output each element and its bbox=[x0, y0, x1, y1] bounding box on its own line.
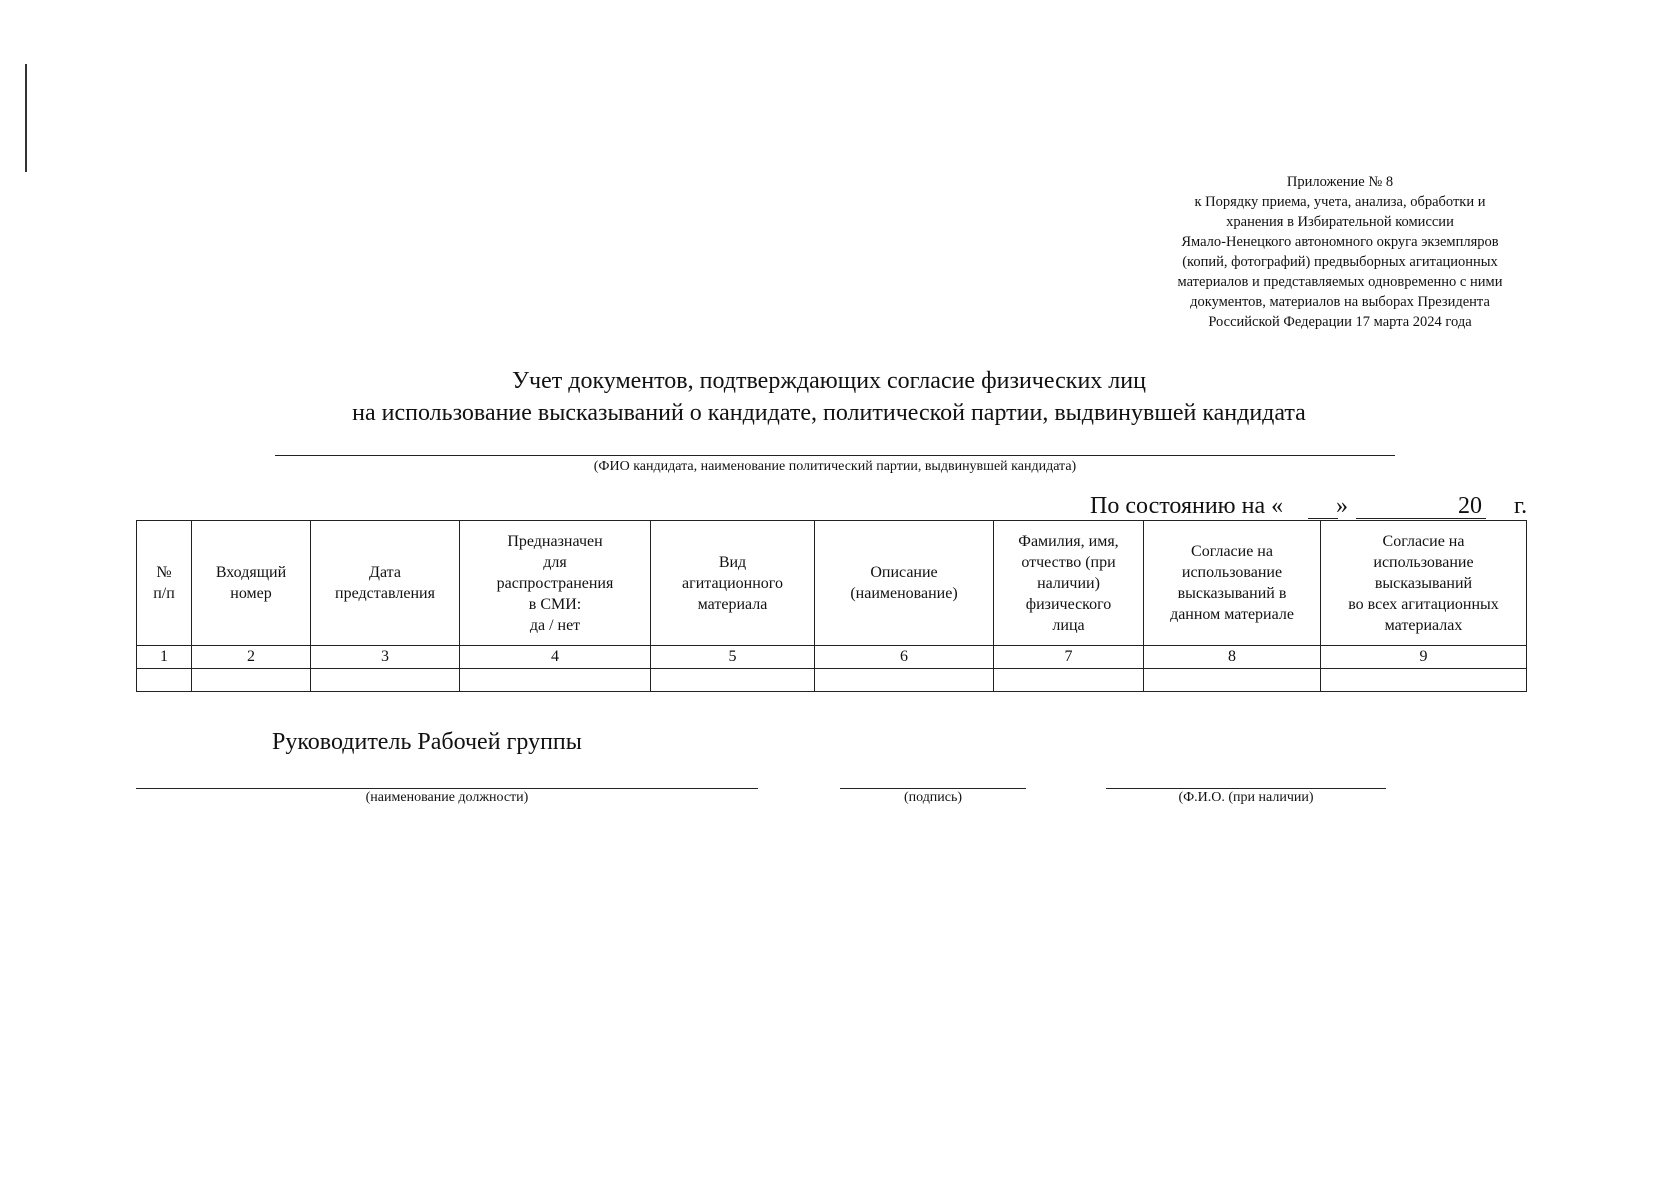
column-number: 1 bbox=[137, 646, 192, 669]
document-title-line-2: на использование высказываний о кандидате, политической партии, выдвинувшей кандидата bbox=[352, 400, 1306, 426]
table-cell bbox=[192, 669, 311, 692]
column-number: 3 bbox=[311, 646, 460, 669]
name-fill-line bbox=[1106, 788, 1386, 789]
header-consent-all-materials: Согласие на использование высказываний во всех агитационных материалах bbox=[1321, 521, 1527, 646]
appendix-line: документов, материалов на выборах Президента bbox=[1190, 294, 1490, 310]
table-cell bbox=[1321, 669, 1527, 692]
table-header-row bbox=[137, 521, 1527, 646]
table-cell bbox=[137, 669, 192, 692]
position-fill-line bbox=[136, 788, 758, 789]
appendix-line: материалов и представляемых одновременно с ними bbox=[1177, 274, 1503, 290]
header-description: Описание (наименование) bbox=[815, 521, 994, 646]
table-cell bbox=[311, 669, 460, 692]
year-prefix: 20 bbox=[1458, 493, 1482, 519]
appendix-line: Ямало-Ненецкого автономного округа экземпляров bbox=[1181, 234, 1499, 250]
table-cell bbox=[651, 669, 815, 692]
header-media-distribution: Предназначен для распространения в СМИ: да / нет bbox=[460, 521, 651, 646]
column-number: 5 bbox=[651, 646, 815, 669]
header-number: № п/п bbox=[137, 521, 192, 646]
appendix-note bbox=[1120, 172, 1560, 332]
signature-caption: (подпись) bbox=[903, 790, 963, 805]
header-consent-this-material: Согласие на использование высказываний в данном материале bbox=[1144, 521, 1321, 646]
column-number: 4 bbox=[460, 646, 651, 669]
column-number: 9 bbox=[1321, 646, 1527, 669]
candidate-caption: (ФИО кандидата, наименование политический партии, выдвинувшей кандидата) bbox=[593, 459, 1077, 474]
appendix-line: к Порядку приема, учета, анализа, обработки и bbox=[1194, 194, 1486, 210]
column-number: 6 bbox=[815, 646, 994, 669]
as-of-date bbox=[1090, 490, 1550, 522]
date-prefix: По состоянию на « bbox=[1090, 493, 1284, 519]
name-caption: (Ф.И.О. (при наличии) bbox=[1178, 790, 1314, 805]
appendix-line: Приложение № 8 bbox=[1286, 174, 1394, 190]
day-fill-line bbox=[1308, 518, 1338, 519]
table-cell bbox=[994, 669, 1144, 692]
documents-table bbox=[136, 520, 1527, 692]
position-caption: (наименование должности) bbox=[365, 790, 529, 805]
document-title-line-1: Учет документов, подтверждающих согласие физических лиц bbox=[512, 368, 1146, 394]
header-material-type: Вид агитационного материала bbox=[651, 521, 815, 646]
signer-title: Руководитель Рабочей группы bbox=[272, 729, 582, 755]
column-number: 8 bbox=[1144, 646, 1321, 669]
table-cell bbox=[1144, 669, 1321, 692]
appendix-line: Российской Федерации 17 марта 2024 года bbox=[1208, 314, 1472, 330]
header-incoming-number: Входящий номер bbox=[192, 521, 311, 646]
table-cell bbox=[815, 669, 994, 692]
signature-fill-line bbox=[840, 788, 1026, 789]
column-number: 7 bbox=[994, 646, 1144, 669]
header-person-name: Фамилия, имя, отчество (при наличии) физического лица bbox=[994, 521, 1144, 646]
table-cell bbox=[460, 669, 651, 692]
appendix-line: хранения в Избирательной комиссии bbox=[1226, 214, 1454, 230]
appendix-line: (копий, фотографий) предвыборных агитационных bbox=[1182, 254, 1498, 270]
column-number-row bbox=[137, 646, 1527, 669]
table-row bbox=[137, 669, 1527, 692]
candidate-fill-line bbox=[275, 455, 1395, 456]
scan-margin-mark bbox=[25, 64, 27, 172]
year-suffix: г. bbox=[1514, 493, 1528, 519]
date-close-quote: » bbox=[1336, 493, 1348, 519]
header-submission-date: Дата представления bbox=[311, 521, 460, 646]
column-number: 2 bbox=[192, 646, 311, 669]
